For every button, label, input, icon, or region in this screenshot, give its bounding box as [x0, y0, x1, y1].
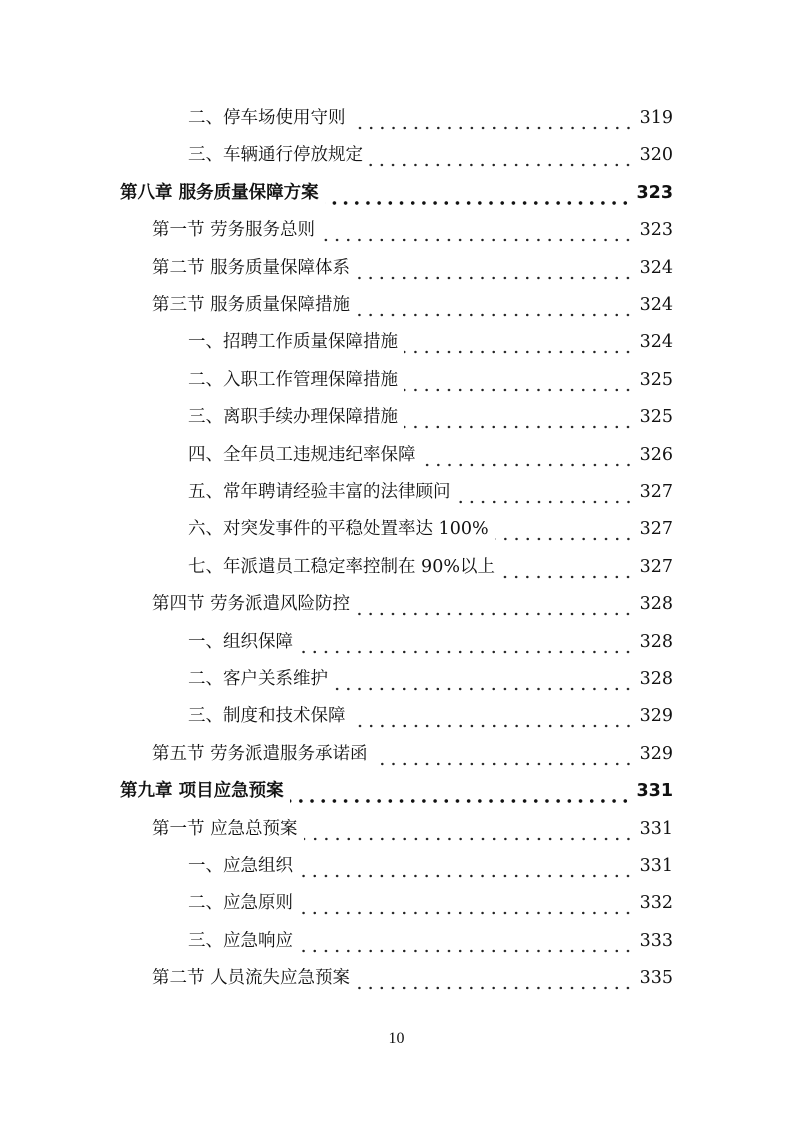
toc-entry-title: 第二节 服务质量保障体系 — [152, 257, 351, 278]
dot-leader — [404, 324, 634, 361]
toc-entry-title: 二、应急原则 — [188, 893, 293, 914]
toc-section-entry[interactable] — [152, 811, 673, 848]
dot-leader — [356, 287, 634, 324]
toc-entry-title: 六、对突发事件的平稳处置率达 100% — [188, 519, 489, 540]
toc-section-entry[interactable] — [152, 287, 673, 324]
dot-leader — [356, 960, 634, 997]
toc-entry-page: 320 — [639, 145, 673, 166]
toc-entry-title: 三、制度和技术保障 — [188, 706, 346, 727]
toc-entry-page: 331 — [639, 856, 673, 876]
toc-entry-title: 一、应急组织 — [188, 856, 293, 876]
dot-leader — [457, 474, 634, 511]
toc-item-entry[interactable] — [188, 324, 673, 361]
toc-entry-page: 319 — [639, 108, 673, 128]
toc-item-entry[interactable] — [188, 399, 673, 436]
dot-leader — [404, 362, 634, 399]
toc-item-entry[interactable] — [188, 848, 673, 885]
toc-entry-title: 第一节 劳务服务总则 — [152, 220, 316, 241]
toc-entry-page: 327 — [639, 482, 673, 502]
toc-entry-title: 四、全年员工违规违纪率保障 — [188, 444, 416, 465]
toc-chapter-entry[interactable] — [120, 175, 673, 212]
toc-entry-title: 第五节 劳务派遣服务承诺函 — [152, 743, 368, 764]
toc-item-entry[interactable] — [188, 437, 673, 474]
toc-entry-title: 第八章 服务质量保障方案 — [120, 182, 319, 203]
dot-leader — [374, 736, 634, 773]
dot-leader — [321, 212, 634, 249]
toc-item-entry[interactable] — [188, 661, 673, 698]
dot-leader — [404, 399, 634, 436]
toc-entry-title: 二、入职工作管理保障措施 — [188, 369, 398, 390]
dot-leader — [334, 661, 634, 698]
toc-chapter-entry[interactable] — [120, 773, 673, 810]
toc-entry-page: 329 — [639, 743, 673, 764]
toc-entry-page: 324 — [639, 257, 673, 278]
toc-item-entry[interactable] — [188, 549, 673, 586]
toc-entry-page: 335 — [639, 968, 673, 989]
toc-entry-page: 325 — [639, 369, 673, 390]
toc-entry-title: 三、应急响应 — [188, 930, 293, 951]
toc-entry-title: 五、常年聘请经验丰富的法律顾问 — [188, 482, 451, 502]
toc-section-entry[interactable] — [152, 586, 673, 623]
toc-entry-title: 一、组织保障 — [188, 631, 293, 652]
dot-leader — [299, 848, 634, 885]
toc-section-entry[interactable] — [152, 736, 673, 773]
page-number: 10 — [388, 1030, 405, 1047]
toc-entry-title: 第四节 劳务派遣风险防控 — [152, 594, 351, 615]
toc-item-entry[interactable] — [188, 137, 673, 174]
toc-entry-title: 一、招聘工作质量保障措施 — [188, 332, 398, 353]
toc-item-entry[interactable] — [188, 923, 673, 960]
toc-item-entry[interactable] — [188, 100, 673, 137]
toc-item-entry[interactable] — [188, 698, 673, 735]
toc-entry-page: 324 — [639, 295, 673, 315]
toc-item-entry[interactable] — [188, 511, 673, 548]
dot-leader — [325, 175, 631, 212]
dot-leader — [352, 100, 634, 137]
toc-entry-page: 324 — [639, 332, 673, 353]
toc-section-entry[interactable] — [152, 960, 673, 997]
dot-leader — [304, 811, 634, 848]
toc-entry-title: 三、车辆通行停放规定 — [188, 145, 363, 166]
toc-entry-page: 331 — [639, 818, 673, 839]
toc-section-entry[interactable] — [152, 212, 673, 249]
toc-entry-page: 328 — [639, 631, 673, 652]
toc-item-entry[interactable] — [188, 885, 673, 922]
toc-entry-title: 第三节 服务质量保障措施 — [152, 295, 351, 315]
toc-entry-page: 331 — [636, 781, 673, 802]
toc-entry-page: 333 — [639, 930, 673, 951]
toc-entry-title: 第二节 人员流失应急预案 — [152, 968, 351, 989]
toc-item-entry[interactable] — [188, 362, 673, 399]
toc-entry-title: 三、离职手续办理保障措施 — [188, 407, 398, 428]
dot-leader — [422, 437, 634, 474]
toc-entry-title: 二、停车场使用守则 — [188, 108, 346, 128]
dot-leader — [299, 885, 634, 922]
dot-leader — [495, 511, 634, 548]
toc-section-entry[interactable] — [152, 250, 673, 287]
toc-entry-page: 328 — [639, 594, 673, 615]
dot-leader — [290, 773, 631, 810]
dot-leader — [299, 624, 634, 661]
toc-entry-page: 326 — [639, 444, 673, 465]
toc-entry-title: 第九章 项目应急预案 — [120, 781, 284, 802]
dot-leader — [501, 549, 634, 586]
toc-entry-title: 七、年派遣员工稳定率控制在 90%以上 — [188, 556, 495, 577]
toc-entry-page: 332 — [639, 893, 673, 914]
toc-entry-page: 329 — [639, 706, 673, 727]
dot-leader — [356, 586, 634, 623]
toc-item-entry[interactable] — [188, 474, 673, 511]
toc-entry-title: 第一节 应急总预案 — [152, 818, 298, 839]
toc-entry-page: 323 — [636, 182, 673, 203]
dot-leader — [352, 698, 634, 735]
toc-entry-page: 328 — [639, 669, 673, 689]
dot-leader — [369, 137, 634, 174]
toc-entry-page: 327 — [639, 556, 673, 577]
toc-item-entry[interactable] — [188, 624, 673, 661]
dot-leader — [356, 250, 634, 287]
toc-entry-page: 325 — [639, 407, 673, 428]
dot-leader — [299, 923, 634, 960]
toc-entry-page: 323 — [639, 220, 673, 241]
toc-entry-page: 327 — [639, 519, 673, 540]
toc-entry-title: 二、客户关系维护 — [188, 669, 328, 689]
